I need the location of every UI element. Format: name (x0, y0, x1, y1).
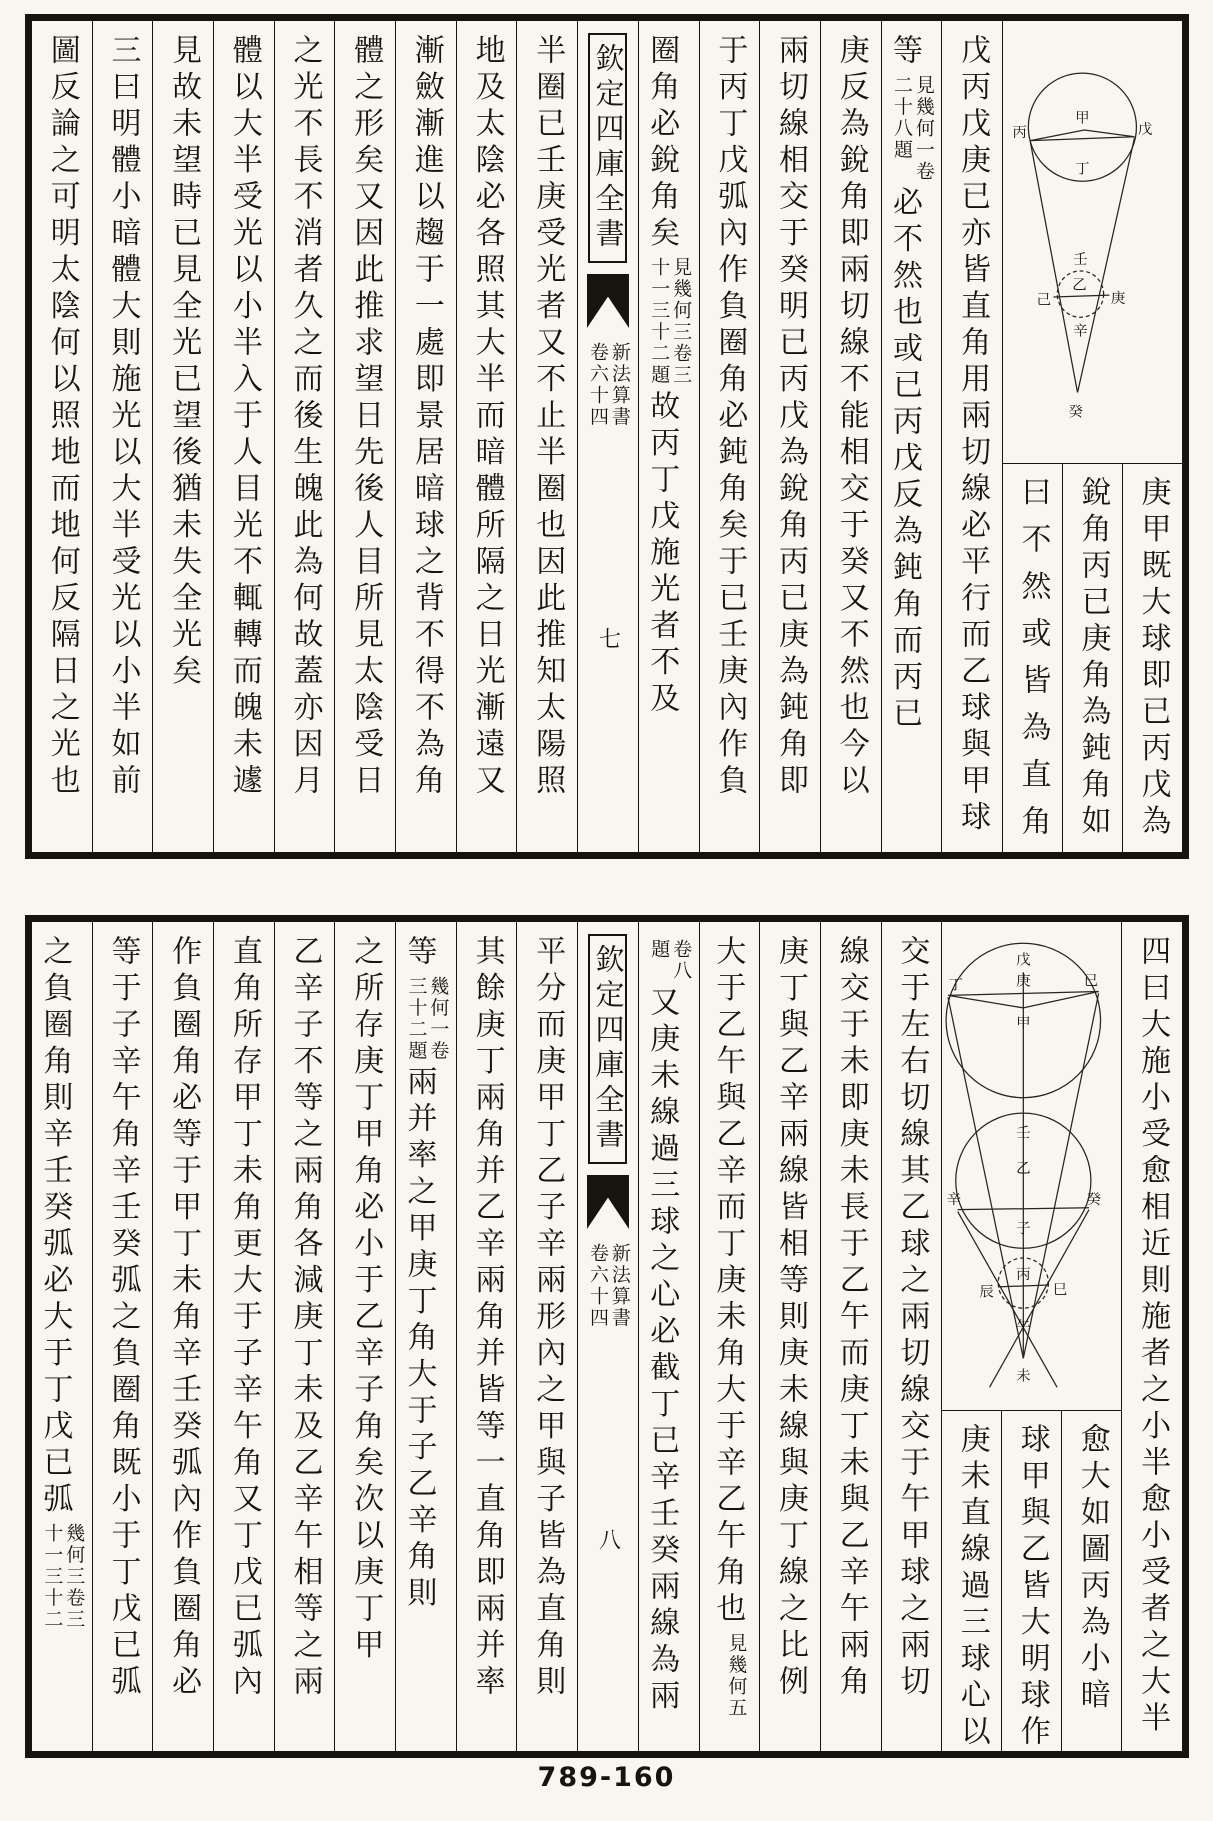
text-column: 愈大如圖丙為小暗 (1061, 1411, 1121, 1752)
page-block-bottom (25, 915, 1189, 1758)
label-xin-icon: 辛 (946, 1191, 962, 1208)
text-column: 圈角必銳角矣 見幾何三卷三 十一三十二題 故丙丁戊施光者不及 (638, 21, 699, 852)
folio-column-top (577, 21, 638, 852)
text-column: 三曰明體小暗體大則施光以大半受光以小半如前 (92, 21, 153, 852)
label-chen-icon: 辰 (979, 1284, 995, 1301)
label-ssu-icon: 巳 (1053, 1282, 1068, 1299)
text-column: 線交于未即庚未長于乙午而庚丁未與乙辛午兩角 (820, 922, 881, 1751)
label-bing-icon: 丙 (1012, 124, 1027, 141)
page-block-top (25, 14, 1189, 859)
text-column: 卷八 題 又庚未線過三球之心必截丁已辛壬癸兩線為兩 (638, 922, 699, 1751)
text-column: 之負圈角則辛壬癸弧必大于丁戊已弧 幾何三卷三 十一三十二 (37, 935, 86, 1631)
label-ding-icon: 丁 (948, 977, 964, 994)
text-column: 庚反為銳角即兩切線不能相交于癸又不然也今以 (820, 21, 881, 852)
diagram-group-bottom (941, 922, 1121, 1751)
fishtail-mark-icon (587, 274, 629, 328)
book-title: 新法算書 (608, 342, 631, 428)
text-column: 漸斂漸進以趨于一處即景居暗球之背不得不為角 (395, 21, 456, 852)
label-xin-icon: 辛 (1073, 323, 1088, 340)
text-column: 見故未望時已見全光已望後猶未失全光矣 (152, 21, 213, 852)
label-wu-icon: 戊 (1137, 121, 1153, 138)
siku-title-box: 欽定四庫全書 (588, 934, 627, 1164)
short-columns-top (1003, 463, 1182, 852)
text-column: 平分而庚甲丁乙子辛兩形內之甲與子皆為直角則 (516, 922, 577, 1751)
text-column: 戊丙戊庚已亦皆直角用兩切線必平行而乙球與甲球 (941, 21, 1002, 852)
text-column: 之所存庚丁甲角必小于乙辛子角矣次以庚丁甲 (334, 922, 395, 1751)
label-gui-icon: 癸 (1068, 404, 1083, 421)
print-page-number: 789-160 (537, 1762, 676, 1793)
label-geng-icon: 庚 (1110, 290, 1126, 307)
text-column: 等 幾何一卷 三十二題 兩并率之甲庚丁角大于子乙辛角則 (395, 922, 456, 1751)
text-column: 乙辛子不等之兩角各減庚丁未及乙辛午相等之兩 (274, 922, 335, 1751)
book-and-juan (586, 342, 630, 428)
label-zi-icon: 子 (1016, 1220, 1031, 1237)
juan-number: 卷六十四 (586, 1243, 609, 1329)
siku-title-box: 欽定四庫全書 (588, 33, 627, 263)
label-ding-icon: 丁 (1075, 161, 1090, 178)
text-column: 半圈已壬庚受光者又不止半圈也因此推知太陽照 (516, 21, 577, 852)
fishtail-mark-icon (587, 1175, 629, 1229)
juan-number: 卷六十四 (586, 342, 609, 428)
label-geng-icon: 庚 (1016, 973, 1031, 990)
eclipse-cone-diagram-1 (1003, 21, 1182, 463)
folio-column-bottom (577, 922, 638, 1751)
text-column: 四曰大施小受愈相近則施者之小半愈小受者之大半 (1121, 922, 1182, 1751)
text-column: 庚丁與乙辛兩線皆相等則庚未線與庚丁線之比例 (759, 922, 820, 1751)
book-and-juan (586, 1243, 630, 1329)
text-column: 銳角丙已庚角為鈍角如 (1062, 464, 1122, 852)
label-jia-icon: 甲 (1075, 110, 1090, 127)
label-jia-icon: 甲 (1016, 1016, 1031, 1033)
text-column: 大于乙午與乙辛而丁庚未角大于辛乙午角也 見幾何五 (699, 922, 760, 1751)
label-ren-icon: 壬 (1016, 1125, 1031, 1142)
label-si-icon: 已 (1083, 973, 1099, 990)
text-column: 直角所存甲丁未角更大于子辛午角又丁戊已弧內 (213, 922, 274, 1751)
text-column: 交于左右切線其乙球之兩切線交于午甲球之兩切 (881, 922, 942, 1751)
text-column: 球甲與乙皆大明球作 (1001, 1411, 1061, 1752)
text-column: 之光不長不消者久之而後生魄此為何故蓋亦因月 (274, 21, 335, 852)
label-wu-icon: 戊 (1016, 952, 1031, 969)
label-yi-icon: 乙 (1016, 1160, 1031, 1177)
short-columns-bottom (942, 1410, 1121, 1752)
label-yi-icon: 乙 (1072, 277, 1087, 294)
text-column: 等于子辛午角辛壬癸弧之負圈角既小于丁戊已弧 (92, 922, 153, 1751)
text-column: 庚甲既大球即已丙戊為 (1122, 464, 1182, 852)
text-column: 其餘庚丁兩角并乙辛兩角并皆等一直角即兩并率 (456, 922, 517, 1751)
label-wu2-icon: 午 (1016, 1319, 1031, 1336)
label-ji-icon: 己 (1036, 292, 1051, 309)
text-column: 兩切線相交于癸明已丙戊為銳角丙已庚為鈍角即 (759, 21, 820, 852)
label-ren-icon: 壬 (1073, 252, 1088, 269)
text-column: 地及太陰必各照其大半而暗體所隔之日光漸遠又 (456, 21, 517, 852)
eclipse-cone-diagram-2 (942, 922, 1121, 1410)
text-column: 庚未直線過三球心以 (954, 1422, 990, 1751)
text-column: 體以大半受光以小半入于人目光不輒轉而魄未遽 (213, 21, 274, 852)
book-title: 新法算書 (608, 1243, 631, 1329)
folio-number: 八 (595, 1528, 621, 1550)
label-bing-icon: 丙 (1016, 1267, 1031, 1284)
label-wei-icon: 未 (1016, 1368, 1031, 1385)
text-column: 作負圈角必等于甲丁未角辛壬癸弧內作負圈角必 (152, 922, 213, 1751)
folio-number: 七 (595, 627, 621, 649)
text-column: 體之形矣又因此推求望日先後人目所見太陰受日 (334, 21, 395, 852)
label-gui-icon: 癸 (1086, 1191, 1102, 1208)
text-column: 曰不然或皆為直角 (1015, 476, 1051, 852)
text-column: 于丙丁戊弧內作負圈角必鈍角矣于已壬庚內作負 (699, 21, 760, 852)
text-column: 等 見幾何一卷 二十八題 必不然也或已丙戊反為鈍角而丙已 (881, 21, 942, 852)
diagram-group-top (1002, 21, 1182, 852)
text-column: 圖反論之可明太陰何以照地而地何反隔日之光也 (44, 34, 80, 801)
